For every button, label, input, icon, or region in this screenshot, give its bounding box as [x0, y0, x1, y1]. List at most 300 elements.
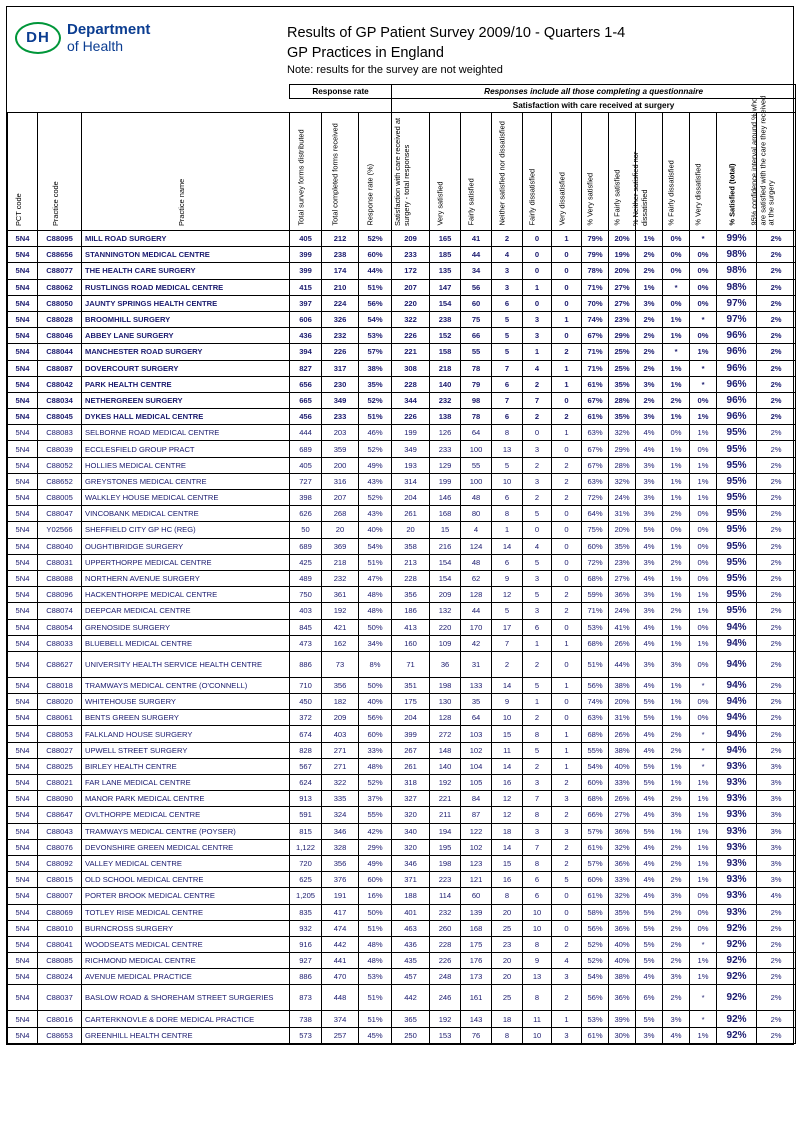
cell-practice-name: STANNINGTON MEDICAL CENTRE — [82, 247, 290, 263]
cell-very-dissatisfied: 0 — [552, 570, 582, 586]
cell-pct-fairly-satisfied: 23% — [609, 554, 636, 570]
cell-satisfied-total: 94% — [717, 694, 757, 710]
cell-satisfied-total: 98% — [717, 247, 757, 263]
cell-pct-fairly-dissatisfied: 1% — [663, 587, 690, 603]
cell-pct-fairly-dissatisfied: 1% — [663, 823, 690, 839]
cell-pct-fairly-dissatisfied: 2% — [663, 855, 690, 871]
cell-very-dissatisfied: 1 — [552, 742, 582, 758]
cell-satisfaction-total: 228 — [392, 376, 430, 392]
cell-pct-fairly-dissatisfied: 1% — [663, 677, 690, 693]
cell-very-dissatisfied: 0 — [552, 522, 582, 538]
table-row — [8, 710, 796, 726]
cell-pct-code: 5N4 — [8, 936, 38, 952]
header-practice-name — [82, 113, 290, 231]
cell-practice-name: VALLEY MEDICAL CENTRE — [82, 855, 290, 871]
cell-satisfaction-total: 267 — [392, 742, 430, 758]
cell-practice-name: NETHERGREEN SURGERY — [82, 392, 290, 408]
cell-response-rate: 49% — [359, 457, 392, 473]
cell-practice-code: C88656 — [38, 247, 82, 263]
cell-satisfied-total: 94% — [717, 710, 757, 726]
cell-satisfied-total: 95% — [717, 490, 757, 506]
cell-fairly-dissatisfied: 6 — [523, 872, 552, 888]
cell-satisfaction-total: 228 — [392, 570, 430, 586]
cell-pct-neither: 5% — [636, 920, 663, 936]
cell-pct-very-satisfied: 70% — [582, 295, 609, 311]
cell-total-received: 376 — [322, 872, 359, 888]
cell-fairly-satisfied: 55 — [461, 457, 492, 473]
cell-total-received: 403 — [322, 726, 359, 742]
cell-pct-fairly-dissatisfied: 0% — [663, 247, 690, 263]
cell-satisfied-total: 95% — [717, 425, 757, 441]
cell-response-rate: 51% — [359, 1011, 392, 1027]
cell-neither: 12 — [492, 791, 523, 807]
cell-fairly-dissatisfied: 3 — [523, 603, 552, 619]
cell-confidence-interval: 2% — [757, 570, 796, 586]
cell-fairly-dissatisfied: 0 — [523, 522, 552, 538]
cell-pct-fairly-satisfied: 32% — [609, 839, 636, 855]
cell-pct-fairly-satisfied: 26% — [609, 726, 636, 742]
cell-total-distributed: 625 — [290, 872, 322, 888]
cell-practice-code: C88653 — [38, 1027, 82, 1043]
cell-practice-code: C88083 — [38, 425, 82, 441]
results-table-wrapper — [6, 84, 794, 1045]
cell-practice-name: JAUNTY SPRINGS HEALTH CENTRE — [82, 295, 290, 311]
table-row — [8, 872, 796, 888]
cell-pct-code: 5N4 — [8, 295, 38, 311]
cell-total-received: 257 — [322, 1027, 359, 1043]
cell-neither: 5 — [492, 457, 523, 473]
cell-fairly-satisfied: 62 — [461, 570, 492, 586]
cell-satisfied-total: 93% — [717, 823, 757, 839]
cell-total-distributed: 372 — [290, 710, 322, 726]
cell-practice-name: SELBORNE ROAD MEDICAL CENTRE — [82, 425, 290, 441]
table-row — [8, 888, 796, 904]
cell-pct-fairly-dissatisfied: 2% — [663, 392, 690, 408]
table-row — [8, 920, 796, 936]
cell-pct-fairly-satisfied: 20% — [609, 522, 636, 538]
cell-total-distributed: 886 — [290, 651, 322, 677]
cell-pct-fairly-satisfied: 32% — [609, 425, 636, 441]
cell-pct-fairly-satisfied: 23% — [609, 311, 636, 327]
cell-practice-code: C88095 — [38, 231, 82, 247]
table-row — [8, 441, 796, 457]
cell-neither: 12 — [492, 807, 523, 823]
cell-very-dissatisfied: 0 — [552, 247, 582, 263]
cell-pct-very-dissatisfied: * — [690, 936, 717, 952]
cell-pct-very-satisfied: 75% — [582, 522, 609, 538]
cell-satisfied-total: 92% — [717, 1027, 757, 1043]
cell-pct-neither: 2% — [636, 328, 663, 344]
cell-pct-code: 5N4 — [8, 807, 38, 823]
cell-pct-neither: 3% — [636, 1027, 663, 1043]
cell-very-satisfied: 154 — [430, 554, 461, 570]
cell-confidence-interval: 2% — [757, 311, 796, 327]
cell-practice-name: BIRLEY HEALTH CENTRE — [82, 758, 290, 774]
cell-total-received: 212 — [322, 231, 359, 247]
cell-total-received: 349 — [322, 392, 359, 408]
cell-confidence-interval: 2% — [757, 279, 796, 295]
cell-pct-code: 5N4 — [8, 758, 38, 774]
cell-total-distributed: 450 — [290, 694, 322, 710]
cell-pct-code: 5N4 — [8, 231, 38, 247]
cell-pct-very-satisfied: 79% — [582, 247, 609, 263]
cell-fairly-dissatisfied: 3 — [523, 311, 552, 327]
cell-neither: 6 — [492, 295, 523, 311]
table-row — [8, 791, 796, 807]
cell-fairly-dissatisfied: 0 — [523, 425, 552, 441]
cell-confidence-interval: 3% — [757, 872, 796, 888]
cell-total-distributed: 573 — [290, 1027, 322, 1043]
cell-pct-very-dissatisfied: 0% — [690, 279, 717, 295]
cell-pct-neither: 4% — [636, 872, 663, 888]
cell-pct-code: 5N4 — [8, 409, 38, 425]
cell-pct-very-dissatisfied: 1% — [690, 775, 717, 791]
cell-total-received: 417 — [322, 904, 359, 920]
cell-pct-fairly-satisfied: 40% — [609, 758, 636, 774]
cell-total-distributed: 845 — [290, 619, 322, 635]
cell-response-rate: 50% — [359, 904, 392, 920]
cell-satisfied-total: 93% — [717, 872, 757, 888]
dh-logo-text — [67, 21, 150, 54]
cell-pct-very-satisfied: 68% — [582, 570, 609, 586]
cell-total-received: 470 — [322, 969, 359, 985]
cell-satisfied-total: 92% — [717, 953, 757, 969]
cell-pct-fairly-dissatisfied: 2% — [663, 936, 690, 952]
cell-pct-code: 5N4 — [8, 677, 38, 693]
cell-practice-name: OUGHTIBRIDGE SURGERY — [82, 538, 290, 554]
cell-fairly-satisfied: 44 — [461, 247, 492, 263]
header-label: % Very dissatisfied — [693, 163, 703, 226]
cell-pct-very-dissatisfied: * — [690, 726, 717, 742]
cell-pct-neither: 5% — [636, 953, 663, 969]
cell-total-distributed: 606 — [290, 311, 322, 327]
cell-pct-very-satisfied: 74% — [582, 694, 609, 710]
cell-total-distributed: 425 — [290, 554, 322, 570]
cell-pct-fairly-dissatisfied: 2% — [663, 742, 690, 758]
cell-pct-neither: 2% — [636, 263, 663, 279]
cell-pct-code: 5N4 — [8, 1027, 38, 1043]
cell-neither: 10 — [492, 473, 523, 489]
cell-total-received: 316 — [322, 473, 359, 489]
cell-pct-very-dissatisfied: 1% — [690, 807, 717, 823]
table-row — [8, 392, 796, 408]
cell-satisfied-total: 96% — [717, 409, 757, 425]
cell-very-satisfied: 238 — [430, 311, 461, 327]
cell-pct-code: 5N4 — [8, 587, 38, 603]
cell-very-satisfied: 232 — [430, 904, 461, 920]
cell-response-rate: 38% — [359, 360, 392, 376]
cell-satisfied-total: 96% — [717, 344, 757, 360]
cell-response-rate: 51% — [359, 985, 392, 1011]
cell-practice-name: CARTERKNOVLE & DORE MEDICAL PRACTICE — [82, 1011, 290, 1027]
cell-total-received: 20 — [322, 522, 359, 538]
cell-confidence-interval: 2% — [757, 247, 796, 263]
cell-total-received: 271 — [322, 742, 359, 758]
cell-satisfaction-total: 233 — [392, 247, 430, 263]
cell-response-rate: 53% — [359, 328, 392, 344]
cell-satisfied-total: 93% — [717, 904, 757, 920]
cell-very-satisfied: 152 — [430, 328, 461, 344]
cell-very-dissatisfied: 2 — [552, 409, 582, 425]
title-block — [287, 25, 625, 76]
cell-satisfaction-total: 457 — [392, 969, 430, 985]
cell-neither: 25 — [492, 920, 523, 936]
cell-satisfied-total: 94% — [717, 677, 757, 693]
cell-satisfaction-total: 365 — [392, 1011, 430, 1027]
cell-fairly-dissatisfied: 8 — [523, 936, 552, 952]
cell-pct-code: 5N4 — [8, 775, 38, 791]
cell-pct-fairly-satisfied: 29% — [609, 441, 636, 457]
cell-neither: 2 — [492, 651, 523, 677]
cell-pct-code: 5N4 — [8, 855, 38, 871]
cell-satisfied-total: 94% — [717, 742, 757, 758]
cell-fairly-dissatisfied: 8 — [523, 726, 552, 742]
cell-practice-code: C88042 — [38, 376, 82, 392]
cell-practice-code: C88096 — [38, 587, 82, 603]
cell-practice-code: C88005 — [38, 490, 82, 506]
cell-pct-very-dissatisfied: * — [690, 376, 717, 392]
cell-fairly-dissatisfied: 6 — [523, 888, 552, 904]
cell-confidence-interval: 2% — [757, 441, 796, 457]
table-row — [8, 904, 796, 920]
cell-very-satisfied: 158 — [430, 344, 461, 360]
cell-practice-name: ECCLESFIELD GROUP PRACT — [82, 441, 290, 457]
cell-satisfied-total: 95% — [717, 457, 757, 473]
cell-pct-very-satisfied: 52% — [582, 936, 609, 952]
cell-practice-name: OLD SCHOOL MEDICAL CENTRE — [82, 872, 290, 888]
cell-fairly-satisfied: 55 — [461, 344, 492, 360]
cell-pct-fairly-dissatisfied: 1% — [663, 775, 690, 791]
header-total-distributed — [290, 113, 322, 231]
cell-practice-code: C88020 — [38, 694, 82, 710]
cell-confidence-interval: 2% — [757, 619, 796, 635]
cell-pct-code: 5N4 — [8, 710, 38, 726]
cell-neither: 20 — [492, 969, 523, 985]
cell-fairly-satisfied: 161 — [461, 985, 492, 1011]
cell-very-satisfied: 216 — [430, 538, 461, 554]
cell-response-rate: 47% — [359, 570, 392, 586]
cell-pct-neither: 3% — [636, 651, 663, 677]
cell-pct-very-dissatisfied: 0% — [690, 920, 717, 936]
cell-neither: 20 — [492, 904, 523, 920]
cell-response-rate: 51% — [359, 409, 392, 425]
cell-response-rate: 52% — [359, 775, 392, 791]
group-blank-3 — [290, 99, 392, 113]
cell-pct-fairly-dissatisfied: 1% — [663, 538, 690, 554]
cell-fairly-satisfied: 168 — [461, 920, 492, 936]
cell-fairly-satisfied: 84 — [461, 791, 492, 807]
cell-confidence-interval: 2% — [757, 726, 796, 742]
cell-practice-name: OVLTHORPE MEDICAL CENTRE — [82, 807, 290, 823]
cell-satisfaction-total: 344 — [392, 392, 430, 408]
cell-practice-code: C88007 — [38, 888, 82, 904]
table-row — [8, 635, 796, 651]
cell-total-distributed: 399 — [290, 247, 322, 263]
cell-very-satisfied: 194 — [430, 823, 461, 839]
cell-satisfaction-total: 261 — [392, 506, 430, 522]
cell-pct-very-dissatisfied: 1% — [690, 872, 717, 888]
cell-practice-code: C88054 — [38, 619, 82, 635]
header-label: PCT code — [13, 193, 23, 226]
cell-confidence-interval: 2% — [757, 344, 796, 360]
group-header-row-2 — [8, 99, 796, 113]
cell-fairly-satisfied: 121 — [461, 872, 492, 888]
cell-total-distributed: 710 — [290, 677, 322, 693]
cell-neither: 16 — [492, 872, 523, 888]
cell-pct-very-satisfied: 51% — [582, 651, 609, 677]
cell-confidence-interval: 2% — [757, 231, 796, 247]
cell-very-satisfied: 153 — [430, 1027, 461, 1043]
header-neither — [492, 113, 523, 231]
cell-pct-very-dissatisfied: 1% — [690, 1027, 717, 1043]
cell-fairly-satisfied: 100 — [461, 473, 492, 489]
page-subtitle: GP Practices in England — [287, 45, 444, 61]
cell-fairly-satisfied: 78 — [461, 409, 492, 425]
cell-very-dissatisfied: 2 — [552, 775, 582, 791]
cell-practice-code: C88062 — [38, 279, 82, 295]
cell-response-rate: 57% — [359, 344, 392, 360]
cell-pct-neither: 4% — [636, 888, 663, 904]
cell-response-rate: 16% — [359, 888, 392, 904]
table-row — [8, 570, 796, 586]
cell-pct-very-dissatisfied: 0% — [690, 694, 717, 710]
cell-pct-fairly-dissatisfied: 2% — [663, 603, 690, 619]
cell-pct-neither: 2% — [636, 392, 663, 408]
cell-practice-name: NORTHERN AVENUE SURGERY — [82, 570, 290, 586]
cell-total-distributed: 405 — [290, 457, 322, 473]
cell-satisfied-total: 93% — [717, 791, 757, 807]
cell-confidence-interval: 2% — [757, 360, 796, 376]
cell-pct-very-dissatisfied: 0% — [690, 392, 717, 408]
cell-pct-neither: 3% — [636, 295, 663, 311]
cell-very-satisfied: 198 — [430, 855, 461, 871]
table-row — [8, 839, 796, 855]
cell-total-distributed: 489 — [290, 570, 322, 586]
cell-pct-neither: 3% — [636, 376, 663, 392]
cell-practice-code: C88037 — [38, 985, 82, 1011]
cell-satisfaction-total: 213 — [392, 554, 430, 570]
cell-practice-code: Y02566 — [38, 522, 82, 538]
cell-pct-fairly-satisfied: 41% — [609, 619, 636, 635]
cell-confidence-interval: 3% — [757, 775, 796, 791]
cell-practice-code: C88092 — [38, 855, 82, 871]
cell-pct-very-satisfied: 61% — [582, 888, 609, 904]
cell-neither: 14 — [492, 677, 523, 693]
table-row — [8, 311, 796, 327]
cell-confidence-interval: 2% — [757, 295, 796, 311]
cell-practice-name: BENTS GREEN SURGERY — [82, 710, 290, 726]
cell-pct-fairly-dissatisfied: 2% — [663, 791, 690, 807]
dh-logo-line2: of Health — [67, 38, 124, 55]
cell-very-satisfied: 114 — [430, 888, 461, 904]
cell-pct-fairly-dissatisfied: 2% — [663, 554, 690, 570]
cell-fairly-satisfied: 122 — [461, 823, 492, 839]
cell-very-satisfied: 198 — [430, 677, 461, 693]
table-row — [8, 425, 796, 441]
cell-pct-fairly-dissatisfied: 1% — [663, 758, 690, 774]
cell-pct-very-dissatisfied: 1% — [690, 457, 717, 473]
cell-neither: 15 — [492, 855, 523, 871]
cell-pct-code: 5N4 — [8, 344, 38, 360]
cell-fairly-satisfied: 66 — [461, 328, 492, 344]
cell-pct-very-dissatisfied: 0% — [690, 522, 717, 538]
cell-pct-fairly-dissatisfied: 0% — [663, 263, 690, 279]
cell-pct-fairly-satisfied: 40% — [609, 936, 636, 952]
cell-practice-name: TRAMWAYS MEDICAL CENTRE (O'CONNELL) — [82, 677, 290, 693]
header-label: Very dissatisfied — [557, 172, 567, 226]
cell-very-satisfied: 109 — [430, 635, 461, 651]
header-label: Total survey forms distributed — [296, 129, 306, 226]
cell-satisfied-total: 92% — [717, 920, 757, 936]
cell-very-dissatisfied: 1 — [552, 758, 582, 774]
cell-practice-name: MANCHESTER ROAD SURGERY — [82, 344, 290, 360]
cell-response-rate: 34% — [359, 635, 392, 651]
header-label: Neither satisfied nor dissatisfied — [497, 121, 507, 226]
cell-total-distributed: 656 — [290, 376, 322, 392]
cell-very-dissatisfied: 3 — [552, 823, 582, 839]
cell-fairly-dissatisfied: 7 — [523, 839, 552, 855]
cell-pct-fairly-satisfied: 30% — [609, 1027, 636, 1043]
cell-fairly-dissatisfied: 1 — [523, 694, 552, 710]
cell-neither: 5 — [492, 311, 523, 327]
cell-total-distributed: 405 — [290, 231, 322, 247]
cell-practice-name: UNIVERSITY HEALTH SERVICE HEALTH CENTRE — [82, 651, 290, 677]
cell-confidence-interval: 2% — [757, 457, 796, 473]
cell-pct-fairly-satisfied: 39% — [609, 1011, 636, 1027]
cell-total-distributed: 674 — [290, 726, 322, 742]
cell-satisfaction-total: 371 — [392, 872, 430, 888]
cell-pct-very-satisfied: 59% — [582, 587, 609, 603]
cell-response-rate: 42% — [359, 823, 392, 839]
cell-pct-very-satisfied: 56% — [582, 920, 609, 936]
cell-pct-fairly-satisfied: 28% — [609, 392, 636, 408]
cell-fairly-dissatisfied: 10 — [523, 904, 552, 920]
cell-response-rate: 51% — [359, 279, 392, 295]
cell-pct-very-dissatisfied: 1% — [690, 635, 717, 651]
cell-pct-neither: 3% — [636, 457, 663, 473]
cell-confidence-interval: 2% — [757, 635, 796, 651]
cell-response-rate: 51% — [359, 920, 392, 936]
cell-total-received: 210 — [322, 279, 359, 295]
cell-pct-very-dissatisfied: 1% — [690, 473, 717, 489]
cell-pct-very-dissatisfied: 0% — [690, 295, 717, 311]
cell-fairly-satisfied: 60 — [461, 888, 492, 904]
header-total-received — [322, 113, 359, 231]
cell-satisfaction-total: 401 — [392, 904, 430, 920]
cell-confidence-interval: 3% — [757, 807, 796, 823]
cell-fairly-dissatisfied: 7 — [523, 791, 552, 807]
cell-fairly-dissatisfied: 0 — [523, 263, 552, 279]
table-row — [8, 376, 796, 392]
cell-response-rate: 60% — [359, 726, 392, 742]
cell-pct-neither: 5% — [636, 694, 663, 710]
cell-practice-code: C88088 — [38, 570, 82, 586]
cell-neither: 1 — [492, 522, 523, 538]
cell-neither: 16 — [492, 775, 523, 791]
cell-satisfied-total: 95% — [717, 603, 757, 619]
cell-very-dissatisfied: 3 — [552, 791, 582, 807]
cell-pct-neither: 3% — [636, 554, 663, 570]
cell-satisfaction-total: 308 — [392, 360, 430, 376]
cell-pct-code: 5N4 — [8, 570, 38, 586]
table-body — [8, 231, 796, 1044]
cell-confidence-interval: 2% — [757, 409, 796, 425]
cell-pct-fairly-dissatisfied: * — [663, 279, 690, 295]
cell-pct-fairly-dissatisfied: 1% — [663, 490, 690, 506]
cell-response-rate: 52% — [359, 392, 392, 408]
cell-pct-code: 5N4 — [8, 920, 38, 936]
cell-neither: 18 — [492, 823, 523, 839]
